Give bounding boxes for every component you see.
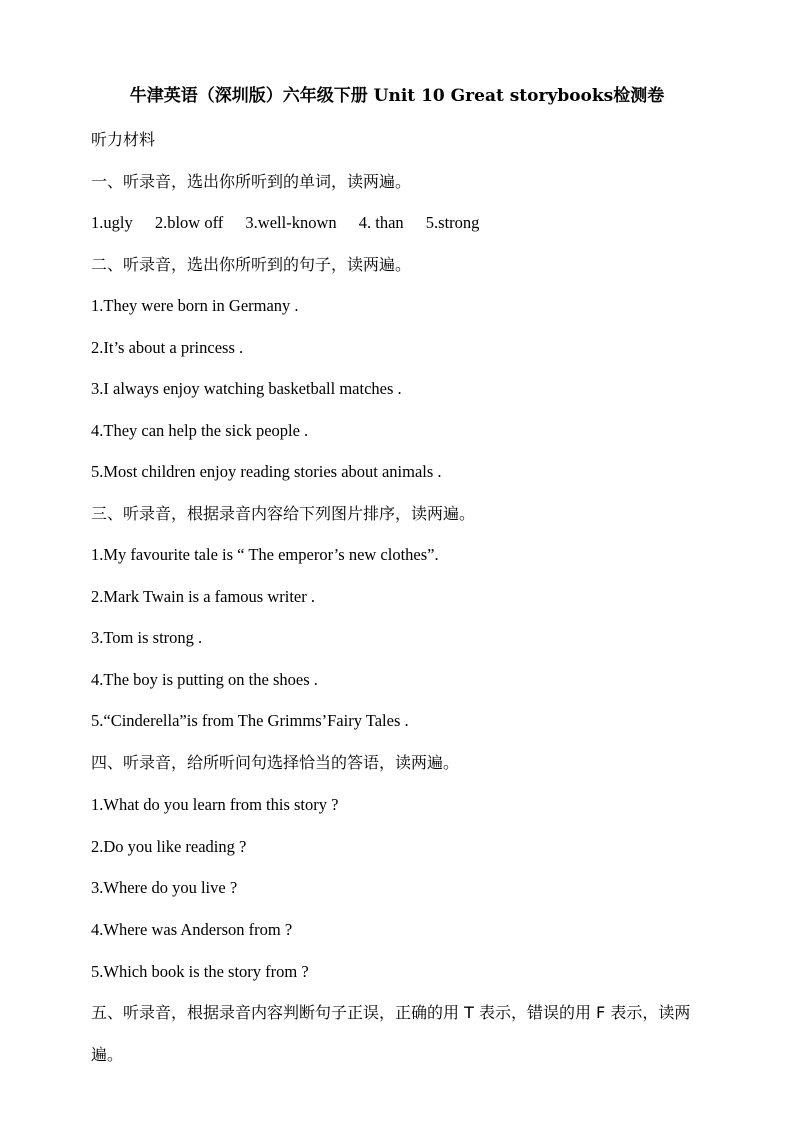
word-item: 5.strong — [425, 213, 480, 232]
question-item: 3.Where do you live ? — [91, 878, 238, 897]
question-item: 4.Where was Anderson from ? — [91, 920, 293, 939]
word-item: 3.well-known — [245, 213, 337, 232]
sentence-item: 1.My favourite tale is “ The emperor’s new clothes”. — [91, 545, 439, 564]
sentence-item: 3.I always enjoy watching basketball matches . — [91, 379, 402, 398]
section-4-heading: 四、听录音，给所听问句选择恰当的答语，读两遍。 — [91, 753, 460, 772]
question-item: 2.Do you like reading ? — [91, 837, 247, 856]
word-item: 1.ugly — [91, 213, 133, 232]
sentence-item: 1.They were born in Germany . — [91, 296, 299, 315]
sentence-item: 2.Mark Twain is a famous writer . — [91, 587, 315, 606]
question-item: 5.Which book is the story from ? — [91, 962, 309, 981]
sentence-item: 5.“Cinderella”is from The Grimms’Fairy Tales . — [91, 711, 409, 730]
section-5-heading: 五、听录音，根据录音内容判断句子正误，正确的用 T 表示，错误的用 F 表示，读两遍。 — [91, 1003, 691, 1064]
document-title: 牛津英语（深圳版）六年级下册 Unit 10 Great storybooks检测卷 — [129, 86, 665, 106]
sentence-item: 5.Most children enjoy reading stories about animals . — [91, 462, 442, 481]
sentence-item: 2.It’s about a princess . — [91, 338, 244, 357]
word-item: 4. than — [358, 213, 404, 232]
section-3-heading: 三、听录音，根据录音内容给下列图片排序，读两遍。 — [91, 504, 476, 523]
section-2-heading: 二、听录音，选出你所听到的句子，读两遍。 — [91, 255, 412, 274]
word-item: 2.blow off — [154, 213, 224, 232]
sentence-item: 3.Tom is strong . — [91, 628, 203, 647]
question-item: 1.What do you learn from this story ? — [91, 795, 339, 814]
section-1-heading: 一、听录音，选出你所听到的单词，读两遍。 — [91, 172, 412, 191]
section-1-word-list — [91, 211, 724, 235]
sentence-item: 4.The boy is putting on the shoes . — [91, 670, 318, 689]
sentence-item: 4.They can help the sick people . — [91, 421, 309, 440]
subtitle: 听力材料 — [91, 130, 156, 149]
